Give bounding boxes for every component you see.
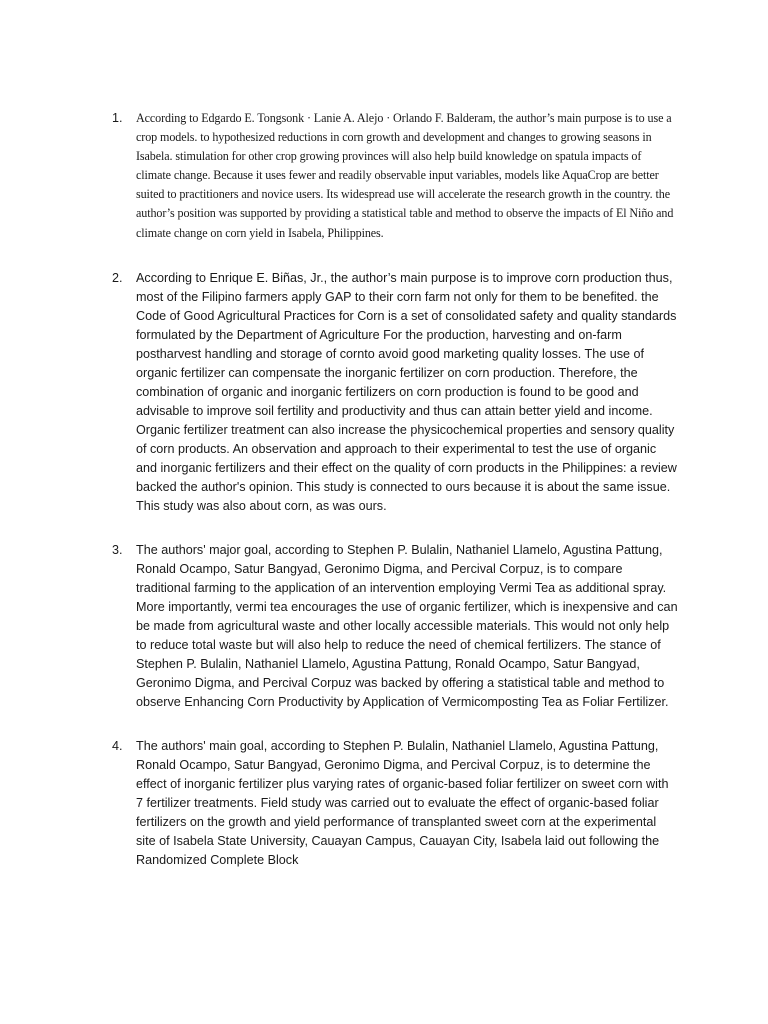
list-item-text: The authors' main goal, according to Stephen P. Bulalin, Nathaniel Llamelo, Agustina Pattung, Ronald Ocampo, Satur Bangyad, Geronimo Digma, and Percival Corpuz, is to determine the effect of inorganic fertilizer plus varying rates of organic-based foliar fertilizer on sweet corn with 7 fertilizer treatments. Field study was carried out to evaluate the effect of organic-based foliar fertilizers on the growth and yield performance of transplanted sweet corn at the experimental site of Isabela State University, Cauayan Campus, Cauayan City, Isabela laid out following the Randomized Complete Block — [136, 738, 669, 867]
list-item — [112, 541, 678, 712]
list-item-number: 2. — [112, 270, 123, 285]
list-item-number: 3. — [112, 542, 123, 557]
list-item-number: 1. — [112, 111, 123, 125]
list-item-text: According to Enrique E. Biñas, Jr., the author’s main purpose is to improve corn production thus, most of the Filipino farmers apply GAP to their corn farm not only for them to be benefited. the Code of Good Agricultural Practices for Corn is a set of consolidated safety and quality standards formulated by the Department of Agriculture For the production, harvesting and on-farm postharvest handling and storage of cornto avoid good marketing quality losses. The use of organic fertilizer can compensate the inorganic fertilizer on corn production. Therefore, the combination of organic and inorganic fertilizers on corn production is found to be good and advisable to improve soil fertility and productivity and thus can attain better yield and income. Organic fertilizer treatment can also increase the physicochemical properties and sensory quality of corn products. An observation and approach to their experimental to test the use of organic and inorganic fertilizers and their effect on the quality of corn products in the Philippines: a review backed the author's opinion. This study is connected to ours because it is about the same issue. This study was also about corn, as was ours. — [136, 270, 677, 513]
list-item — [112, 269, 678, 516]
numbered-list — [112, 109, 678, 870]
list-item — [112, 737, 678, 870]
list-item-number: 4. — [112, 738, 123, 753]
list-item — [112, 109, 678, 243]
list-item-text: According to Edgardo E. Tongsonk · Lanie A. Alejo · Orlando F. Balderam, the author’s main purpose is to use a crop models. to hypothesized reductions in corn growth and development and changes to growing seasons in Isabela. stimulation for other crop growing provinces will also help build knowledge on spatula impacts of climate change. Because it uses fewer and readily observable input variables, models like AquaCrop are better suited to practitioners and novice users. Its widespread use will accelerate the research growth in the country. the author’s position was supported by providing a statistical table and method to observe the impacts of El Niño and climate change on corn yield in Isabela, Philippines. — [136, 111, 674, 240]
list-item-text: The authors' major goal, according to Stephen P. Bulalin, Nathaniel Llamelo, Agustina Pattung, Ronald Ocampo, Satur Bangyad, Geronimo Digma, and Percival Corpuz, is to compare traditional farming to the application of an intervention employing Vermi Tea as additional spray. More importantly, vermi tea encourages the use of organic fertilizer, which is inexpensive and can be made from agricultural waste and other locally accessible materials. This would not only help to reduce total waste but will also help to reduce the need of chemical fertilizers. The stance of Stephen P. Bulalin, Nathaniel Llamelo, Agustina Pattung, Ronald Ocampo, Satur Bangyad, Geronimo Digma, and Percival Corpuz was backed by offering a statistical table and method to observe Enhancing Corn Productivity by Application of Vermicomposting Tea as Foliar Fertilizer. — [136, 542, 678, 709]
